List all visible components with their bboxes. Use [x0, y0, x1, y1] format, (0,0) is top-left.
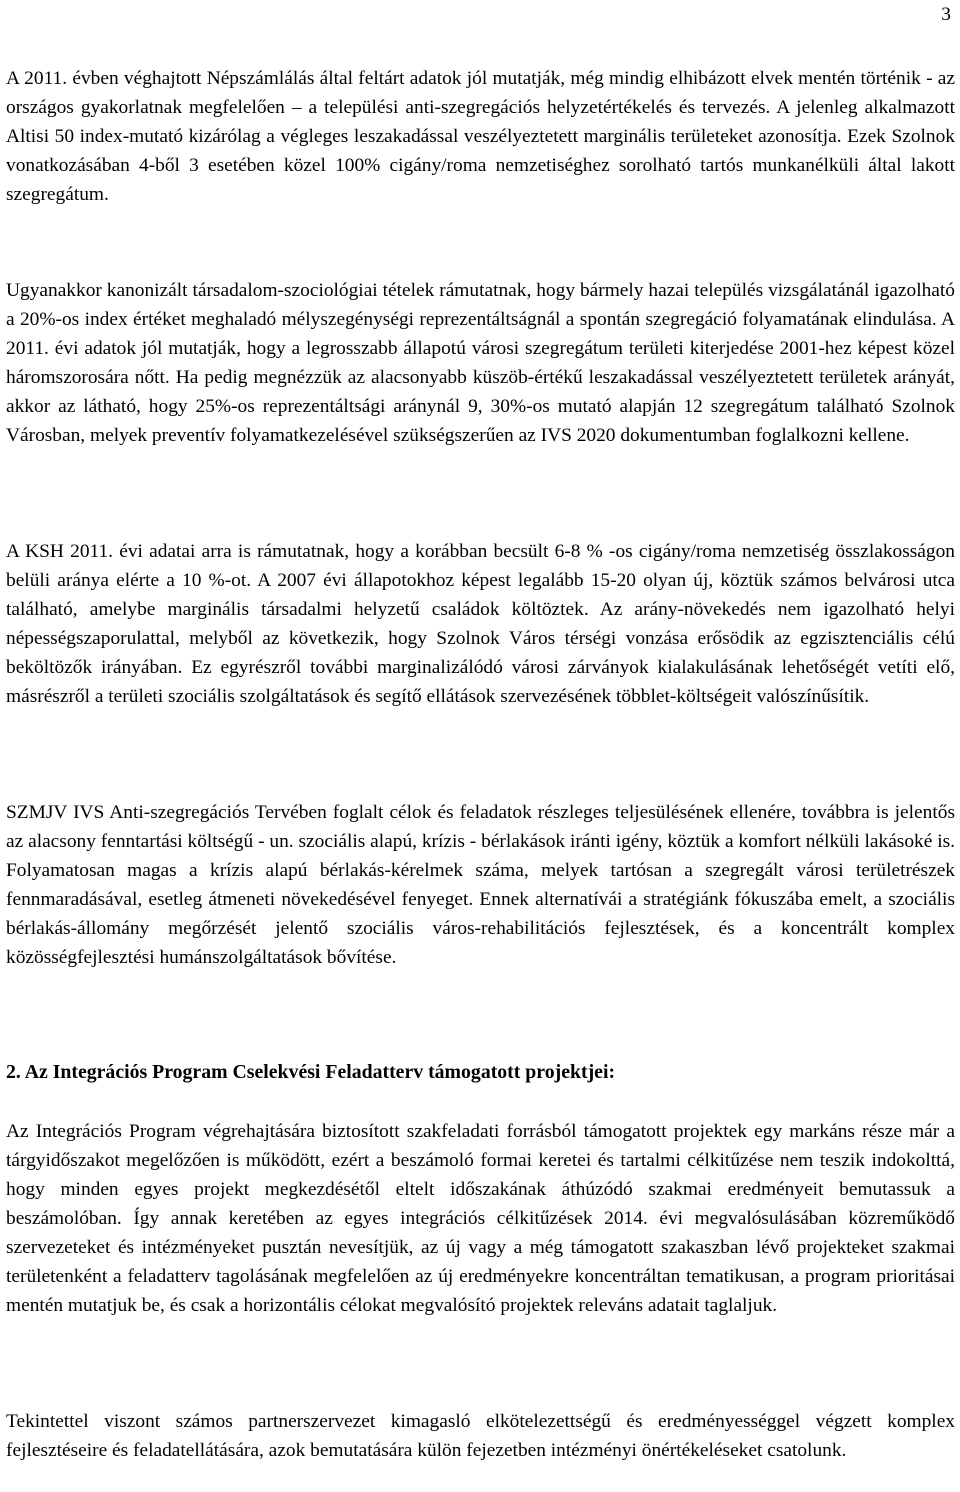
page-number: 3	[941, 4, 951, 25]
paragraph-szmjv-ivs: SZMJV IVS Anti-szegregációs Tervében foglalt célok és feladatok részleges teljesülésének ellenére, továbbra is jelentős az alacsony fenntartási költségű - un. szociális alapú, krízis - bérlakások iránti igény, köztük a komfort nélküli lakásoké is. Folyamatosan magas a krízis alapú bérlakás-kérelmek száma, melyek tartósan a szegregált városi területrészek fennmaradásával, esetleg átmeneti növekedésével fenyeget. Ennek alternatívái a stratégiánk fókuszába emelt, a szociális bérlakás-állomány megőrzését jelentő szociális város-rehabilitációs fejlesztések, és a koncentrált komplex közösségfejlesztési humánszolgáltatások bővítése.	[6, 802, 955, 969]
paragraph-segregation-index: Ugyanakkor kanonizált társadalom-szociológiai tételek rámutatnak, hogy bármely hazai település vizsgálatánál igazolható a 20%-os index értéket meghaladó mélyszegénységi reprezentáltságnál a spontán szegregáció folyamatának elindulása. A 2011. évi adatok jól mutatják, hogy a legrosszabb állapotú városi szegregátum területi kiterjedése 2001-hez képest közel háromszorosára nőtt. Ha pedig megnézzük az alacsonyabb küszöb-értékű leszakadással veszélyeztetett területek arányát, akkor az látható, hogy 25%-os reprezentáltsági aránynál 9, 30%-os mutató alapján 12 szegregátum található Szolnok Városban, melyek preventív folyamatkezelésével szükségszerűen az IVS 2020 dokumentumban foglalkozni kellene.	[6, 280, 955, 447]
paragraph-census-2011: A 2011. évben véghajtott Népszámlálás által feltárt adatok jól mutatják, még mindig elhibázott elvek mentén történik - az országos gyakorlatnak megfelelően – a települési anti-szegregációs helyzetértékelés és tervezés. A jelenleg alkalmazott Altisi 50 index-mutató kizárólag a végleges leszakadással veszélyeztetett marginális területeket azonosítja. Ezek Szolnok vonatkozásában 4-ből 3 esetében közel 100% cigány/roma nemzetiséghez sorolható tartós munkanélküli által lakott szegregátum.	[6, 68, 955, 206]
section-heading: 2. Az Integrációs Program Cselekvési Feladatterv támogatott projektjei:	[6, 1061, 616, 1083]
paragraph-integration-program: Az Integrációs Program végrehajtására biztosított szakfeladati forrásból támogatott projektek egy markáns része már a tárgyidőszakot megelőzően is működött, ezért a beszámoló formai keretei és tartalmi célkitűzése nem teszik indokolttá, hogy minden egyes projekt megkezdésétől eltelt időszakának áthúzódó szakmai eredményeit bemutassuk a beszámolóban. Így annak keretében az egyes integrációs célkitűzések 2014. évi megvalósulásában közreműködő szervezeteket és intézményeket pusztán nevesítjük, az új vagy a még támogatott szakaszban lévő projekteket szakmai területenként a feladatterv tagolásának megfelelően az új eredményekre koncentráltan tematikusan, a program prioritásai mentén mutatjuk be, és csak a horizontális célokat megvalósító projektek releváns adatait taglaljuk.	[6, 1121, 955, 1317]
document-page	[6, 0, 955, 1492]
paragraph-partner-organizations: Tekintettel viszont számos partnerszervezet kimagasló elkötelezettségű és eredményességgel végzett komplex fejlesztéseire és feladatellátására, azok bemutatására külön fejezetben intézményi önértékeléseket csatolunk.	[6, 1411, 955, 1462]
paragraph-ksh-data: A KSH 2011. évi adatai arra is rámutatnak, hogy a korábban becsült 6-8 % -os cigány/roma nemzetiség összlakosságon belüli aránya elérte a 10 %-ot. A 2007 évi állapotokhoz képest legalább 15-20 olyan új, köztük számos belvárosi utca található, amelybe marginális társadalmi helyzetű családok költöztek. Az arány-növekedés nem igazolható helyi népességszaporulattal, melyből az következik, hogy Szolnok Város térségi vonzása erősödik az egzisztenciális célú beköltözők irányában. Ez egyrészről további marginalizálódó városi zárványok kialakulásának lehetőségét vetíti elő, másrészről a területi szociális szolgáltatások és segítő ellátások szervezésének többlet-költségeit valószínűsítik.	[6, 541, 955, 708]
